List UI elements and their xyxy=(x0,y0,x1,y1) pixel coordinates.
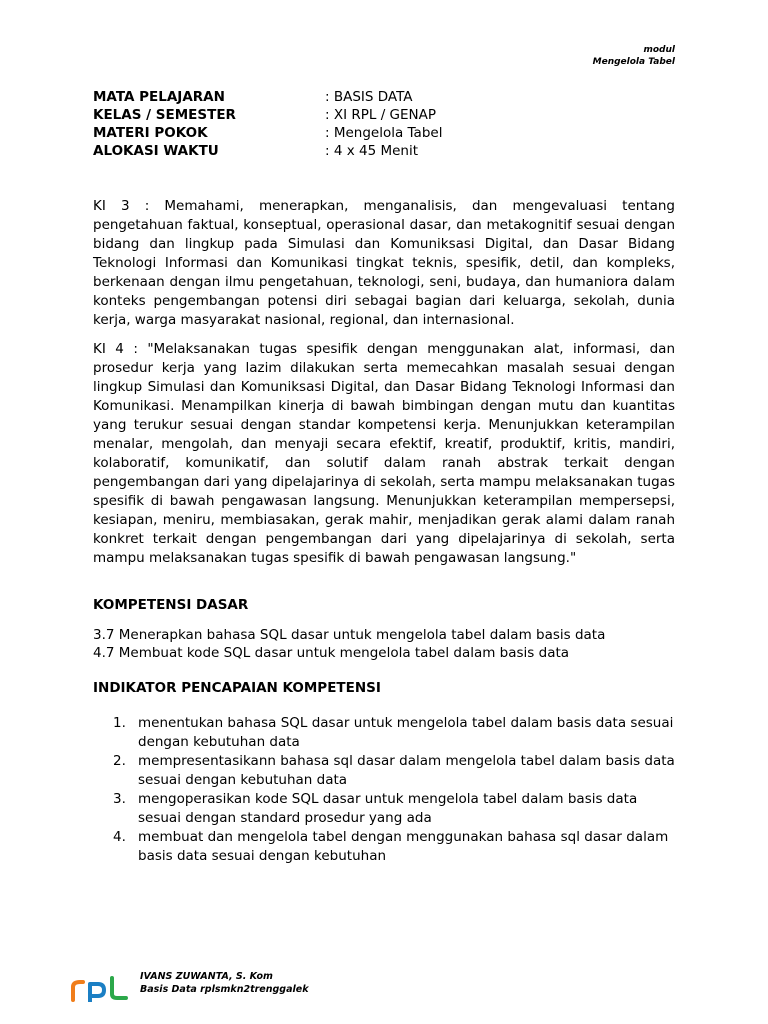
logo-letter-l xyxy=(112,978,126,998)
list-number: 4. xyxy=(113,829,126,845)
course-info-key: MATA PELAJARAN xyxy=(93,89,225,105)
list-item xyxy=(93,752,675,790)
indikator-list xyxy=(93,714,675,866)
list-item-text: membuat dan mengelola tabel dengan menggunakan bahasa sql dasar dalam basis data sesuai dengan kebutuhan xyxy=(138,829,669,864)
course-info-row xyxy=(93,88,693,106)
list-item-text: mengoperasikan kode SQL dasar untuk mengelola tabel dalam basis data sesuai dengan standard prosedur yang ada xyxy=(138,791,638,826)
course-info-value: : XI RPL / GENAP xyxy=(325,107,436,123)
list-item xyxy=(93,828,675,866)
list-item: 3.7 Menerapkan bahasa SQL dasar untuk mengelola tabel dalam basis data xyxy=(93,627,606,643)
list-item xyxy=(93,790,675,828)
kompetensi-dasar-heading: KOMPETENSI DASAR xyxy=(93,597,249,613)
document-header xyxy=(593,44,675,68)
course-info-row xyxy=(93,124,693,142)
course-info-value: : 4 x 45 Menit xyxy=(325,143,419,159)
indikator-heading: INDIKATOR PENCAPAIAN KOMPETENSI xyxy=(93,680,381,696)
list-item-text: menentukan bahasa SQL dasar untuk mengelola tabel dalam basis data sesuai dengan kebutuhan data xyxy=(138,715,674,750)
list-item: 4.7 Membuat kode SQL dasar untuk mengelola tabel dalam basis data xyxy=(93,645,570,661)
list-number: 1. xyxy=(113,715,126,731)
course-info-key: ALOKASI WAKTU xyxy=(93,143,219,159)
course-info-key: MATERI POKOK xyxy=(93,125,208,141)
header-module-title: Mengelola Tabel xyxy=(592,57,675,67)
course-info-value: : BASIS DATA xyxy=(325,89,413,105)
header-module-label: modul xyxy=(643,45,675,55)
course-info-row xyxy=(93,142,693,160)
course-info-key: KELAS / SEMESTER xyxy=(93,107,236,123)
ki3-paragraph: KI 3 : Memahami, menerapkan, menganalisis, dan mengevaluasi tentang pengetahuan faktual, konseptual, operasional dasar, dan metakognitif sesuai dengan bidang dan lingkup pada Simulasi dan Komuniksasi Digital, dan Dasar Bidang Teknologi Informasi dan Komunikasi tingkat teknis, spesifik, detil, dan kompleks, berkenaan dengan ilmu pengetahuan, teknologi, seni, budaya, dan humaniora dalam konteks pengembangan potensi diri sebagai bagian dari keluarga, sekolah, dunia kerja, warga masyarakat nasional, regional, dan internasional. xyxy=(93,198,675,328)
list-item-text: mempresentasikann bahasa sql dasar dalam mengelola tabel dalam basis data sesuai dengan kebutuhan data xyxy=(138,753,675,788)
footer-subject: Basis Data rplsmkn2trenggalek xyxy=(140,984,309,995)
rpl-logo xyxy=(70,976,130,1002)
logo-letter-p xyxy=(90,984,104,1002)
list-item xyxy=(93,714,675,752)
logo-letter-r xyxy=(73,982,83,1000)
list-number: 2. xyxy=(113,753,126,769)
footer xyxy=(140,970,309,996)
course-info xyxy=(93,88,693,160)
kompetensi-dasar-list xyxy=(93,626,605,662)
course-info-row xyxy=(93,106,693,124)
list-number: 3. xyxy=(113,791,126,807)
footer-author: IVANS ZUWANTA, S. Kom xyxy=(140,971,273,982)
ki4-paragraph: KI 4 : "Melaksanakan tugas spesifik dengan menggunakan alat, informasi, dan prosedur kerja yang lazim dilakukan serta memecahkan masalah sesuai dengan lingkup Simulasi dan Komuniksasi Digital, dan Dasar Bidang Teknologi Informasi dan Komunikasi. Menampilkan kinerja di bawah bimbingan dengan mutu dan kuantitas yang terukur sesuai dengan standar kompetensi kerja. Menunjukkan keterampilan menalar, mengolah, dan menyaji secara efektif, kreatif, produktif, kritis, mandiri, kolaboratif, komunikatif, dan solutif dalam ranah abstrak terkait dengan pengembangan dari yang dipelajarinya di sekolah, serta mampu melaksanakan tugas spesifik di bawah pengawasan langsung. Menunjukkan keterampilan mempersepsi, kesiapan, meniru, membiasakan, gerak mahir, menjadikan gerak alami dalam ranah konkret terkait dengan pengembangan dari yang dipelajarinya di sekolah, serta mampu melaksanakan tugas spesifik di bawah pengawasan langsung." xyxy=(93,341,675,566)
course-info-value: : Mengelola Tabel xyxy=(325,125,443,141)
